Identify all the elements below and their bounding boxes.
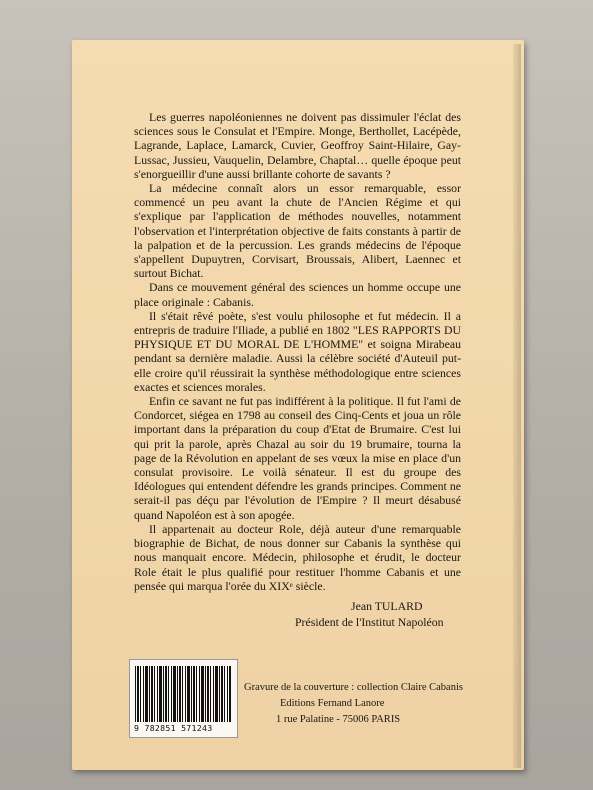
paragraph-politique: Enfin ce savant ne fut pas indifférent à la politique. Il fut l'ami de Condorcet, siégea en 1798 au conseil des Cinq-Cents et joua un rôle important dans la préparation du coup d'Etat de Brumaire. C'est lui qui prit la parole, après Chazal au soir du 19 brumaire, tourna la page de la Révolution en appelant de ses vœux la mise en place d'un consulat provisoire. Le voilà sénateur. Il est du groupe des Idéologues qui entendent défendre les grands principes. Comment ne serait-il pas déçu par l'évolution de l'Empire ? Il meurt désabusé quand Napoléon est à son apogée. [134,394,461,522]
paragraph-docteur-role: Il appartenait au docteur Role, déjà auteur d'une remarquable biographie de Bichat, de nous donner sur Cabanis la synthèse qui nous manquait encore. Médecin, philosophe et érudit, le docteur Role était le plus qualifié pour restituer l'homme Cabanis et une pensée qui marqua l'orée du XIXᵉ siècle. [134,521,461,593]
signature-title: Président de l'Institut Napoléon [295,615,444,629]
paragraph-cabanis-intro: Dans ce mouvement général des sciences un homme occupe une place originale : Cabanis. [134,280,461,309]
paragraph-sciences: Les guerres napoléoniennes ne doivent pas dissimuler l'éclat des sciences sous le Consulat et l'Empire. Monge, Berthollet, Lacépède, Lagrande, Laplace, Lamarck, Cuvier, Geoffroy Saint-Hilaire, Gay-Lussac, Jussieu, Vauquelin, Delambre, Chaptal… quelle époque peut s'enorgueillir d'une aussi brillante cohorte de savants ? [134,110,461,181]
publisher-block [244,680,470,728]
signature-name: Jean TULARD [351,599,423,613]
barcode [129,659,238,738]
blurb-text [134,110,461,593]
publisher-name: Editions Fernand Lanore [280,698,385,709]
publisher-address: 1 rue Palatine - 75006 PARIS [276,714,401,725]
barcode-bars [135,666,231,722]
book-spine-edge [513,44,521,768]
cover-credit: Gravure de la couverture : collection Claire Cabanis [244,682,463,693]
paragraph-cabanis-works: Il s'était rêvé poète, s'est voulu philosophe et fut médecin. Il a entrepris de traduire l'Iliade, a publié en 1802 "LES RAPPORTS DU PHYSIQUE ET DU MORAL DE L'HOMME" et soigna Mirabeau pendant sa dernière maladie. Aussi la célèbre société d'Auteuil put-elle croire qu'il réussirait la synthèse méthodologique entre sciences exactes et sciences morales. [134,308,461,394]
paragraph-medecine: La médecine connaît alors un essor remarquable, essor commencé un peu avant la chute de l'Ancien Régime et qui s'explique par l'application de méthodes nouvelles, notamment l'observation et l'interprétation objective de faits constants à partir de la palpation et de la percussion. Les grands médecins de l'époque s'appellent Dupuytren, Corvisart, Broussais, Alibert, Laennec et surtout Bichat. [134,181,461,281]
barcode-number: 9 782851 571243 [134,723,213,733]
signature-block [295,598,465,630]
